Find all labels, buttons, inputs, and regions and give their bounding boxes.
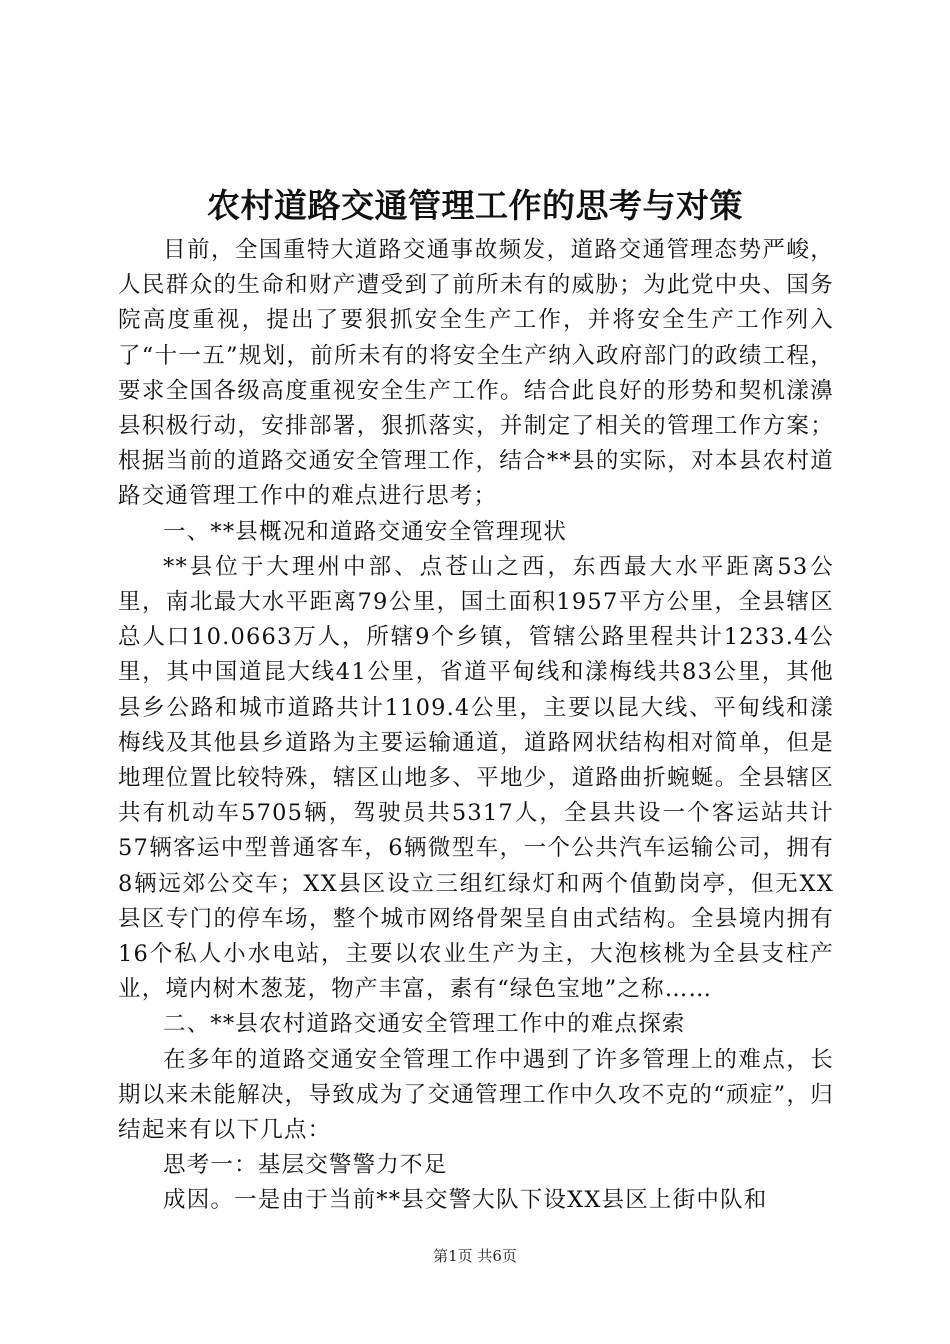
page-footer: 第1页 共6页 bbox=[433, 1247, 517, 1265]
document-title: 农村道路交通管理工作的思考与对策 bbox=[207, 186, 743, 225]
intro-paragraph: 目前，全国重特大道路交通事故频发，道路交通管理态势严峻，人民群众的生命和财产遭受到了前所未有的威胁；为此党中央、国务院高度重视，提出了要狠抓安全生产工作，并将安全生产工作列入了“十一五”规划，前所未有的将安全生产纳入政府部门的政绩工程，要求全国各级高度重视安全生产工作。结合此良好的形势和契机漾濞县积极行动，安排部署，狠抓落实，并制定了相关的管理工作方案；根据当前的道路交通安全管理工作，结合**县的实际，对本县农村道路交通管理工作中的难点进行思考； bbox=[118, 237, 834, 510]
cause-paragraph: 成因。一是由于当前**县交警大队下设XX县区上街中队和 bbox=[163, 1187, 768, 1214]
difficulty-paragraph: 在多年的道路交通安全管理工作中遇到了许多管理上的难点，长期以来未能解决，导致成为了交通管理工作中久攻不克的“顽症”，归结起来有以下几点： bbox=[118, 1046, 834, 1144]
document-body bbox=[118, 233, 834, 1219]
subsection-heading-1: 思考一：基层交警警力不足 bbox=[163, 1152, 448, 1179]
section-heading-1: 一、**县概况和道路交通安全管理现状 bbox=[163, 518, 568, 545]
overview-paragraph: **县位于大理州中部、点苍山之西，东西最大水平距离53公里，南北最大水平距离79公里，国土面积1957平方公里，全县辖区总人口10.0663万人，所辖9个乡镇，管辖公路里程共计1233.4公里，其中国道昆大线41公里，省道平甸线和漾梅线共83公里，其他县乡公路和城市道路共计1109.4公里，主要以昆大线、平甸线和漾梅线及其他县乡道路为主要运输通道，道路网状结构相对简单，但是地理位置比较特殊，辖区山地多、平地少，道路曲折蜿蜒。全县辖区共有机动车5705辆，驾驶员共5317人，全县共设一个客运站共计57辆客运中型普通客车，6辆微型车，一个公共汽车运输公司，拥有8辆远郊公交车；XX县区设立三组红绿灯和两个值勤岗亭，但无XX县区专门的停车场，整个城市网络骨架呈自由式结构。全县境内拥有16个私人小水电站，主要以农业生产为主，大泡核桃为全县支柱产业，境内树木葱茏，物产丰富，素有“绿色宝地”之称…… bbox=[118, 553, 834, 1003]
section-heading-2: 二、**县农村道路交通安全管理工作中的难点探索 bbox=[163, 1011, 686, 1038]
